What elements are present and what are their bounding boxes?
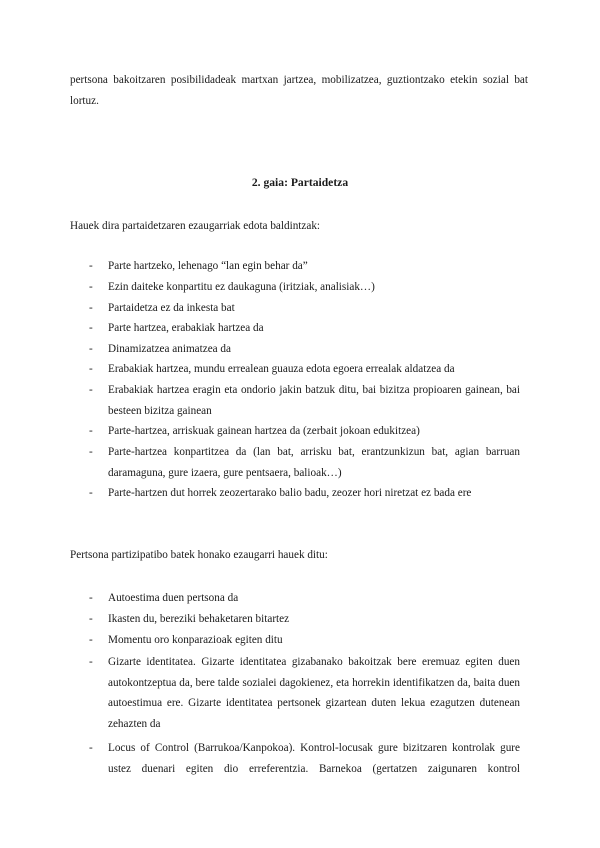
- bullet-dash: -: [89, 363, 93, 375]
- list-item: Locus of Control (Barrukoa/Kanpokoa). Kontrol-locusak gure bizitzaren kontrolak gure ustez duenari egiten dio erreferentzia. Barnekoa (gertatzen zaigunaren kontrol: [108, 742, 520, 775]
- bullet-dash: -: [89, 281, 93, 293]
- list-item: Erabakiak hartzea, mundu errealean guauza edota egoera errealak aldatzea da: [108, 363, 455, 375]
- bullet-dash: -: [89, 487, 93, 499]
- bullet-dash: -: [89, 656, 93, 668]
- list-item: Parte-hartzen dut horrek zeozertarako balio badu, zeozer hori niretzat ez bada ere: [108, 487, 472, 499]
- bullet-dash: -: [89, 302, 93, 314]
- list-item: Erabakiak hartzea eragin eta ondorio jakin batzuk ditu, bai bizitza propioaren gainean, bai besteen bizitza gainean: [108, 384, 520, 417]
- bullet-dash: -: [89, 343, 93, 355]
- person-intro: Pertsona partizipatibo batek honako ezaugarri hauek ditu:: [70, 549, 328, 561]
- bullet-dash: -: [89, 260, 93, 272]
- bullet-dash: -: [89, 446, 93, 458]
- list-item: Autoestima duen pertsona da: [108, 592, 239, 604]
- list-item: Dinamizatzea animatzea da: [108, 343, 231, 355]
- bullet-dash: -: [89, 634, 93, 646]
- bullet-dash: -: [89, 384, 93, 396]
- list-item: Momentu oro konparazioak egiten ditu: [108, 634, 283, 646]
- list-item: Parte-hartzea, arriskuak gainean hartzea da (zerbait jokoan edukitzea): [108, 425, 420, 437]
- bullet-dash: -: [89, 613, 93, 625]
- bullet-dash: -: [89, 742, 93, 754]
- bullet-dash: -: [89, 425, 93, 437]
- list-item: Gizarte identitatea. Gizarte identitatea gizabanako bakoitzak bere eremuaz egiten duen autokontzeptua da, bere talde sozialei dagokienez, eta horrekin identifikatzen da, baita duen autoestimua ere. Gizarte identitatea pertsonek gizartean duten lekua ezagutzen dutenean zehazten da: [108, 656, 520, 730]
- intro-paragraph: pertsona bakoitzaren posibilidadeak martxan jartzea, mobilizatzea, guztiontzako etekin sozial bat lortuz.: [70, 74, 528, 107]
- list-item: Ikasten du, bereziki behaketaren bitartez: [108, 613, 290, 625]
- bullet-dash: -: [89, 592, 93, 604]
- list-item: Parte hartzea, erabakiak hartzea da: [108, 322, 264, 334]
- section-intro: Hauek dira partaidetzaren ezaugarriak edota baldintzak:: [70, 220, 321, 232]
- list-item: Ezin daiteke konpartitu ez daukaguna (iritziak, analisiak…): [108, 281, 375, 293]
- section-title: 2. gaia: Partaidetza: [251, 176, 349, 189]
- list-item: Parte-hartzea konpartitzea da (lan bat, arrisku bat, erantzunkizun bat, agian barruan daramaguna, gure izaera, gure pentsaera, balioak…): [108, 446, 520, 479]
- list-item: Parte hartzeko, lehenago “lan egin behar da”: [108, 260, 308, 272]
- list-item: Partaidetza ez da inkesta bat: [108, 302, 235, 314]
- bullet-dash: -: [89, 322, 93, 334]
